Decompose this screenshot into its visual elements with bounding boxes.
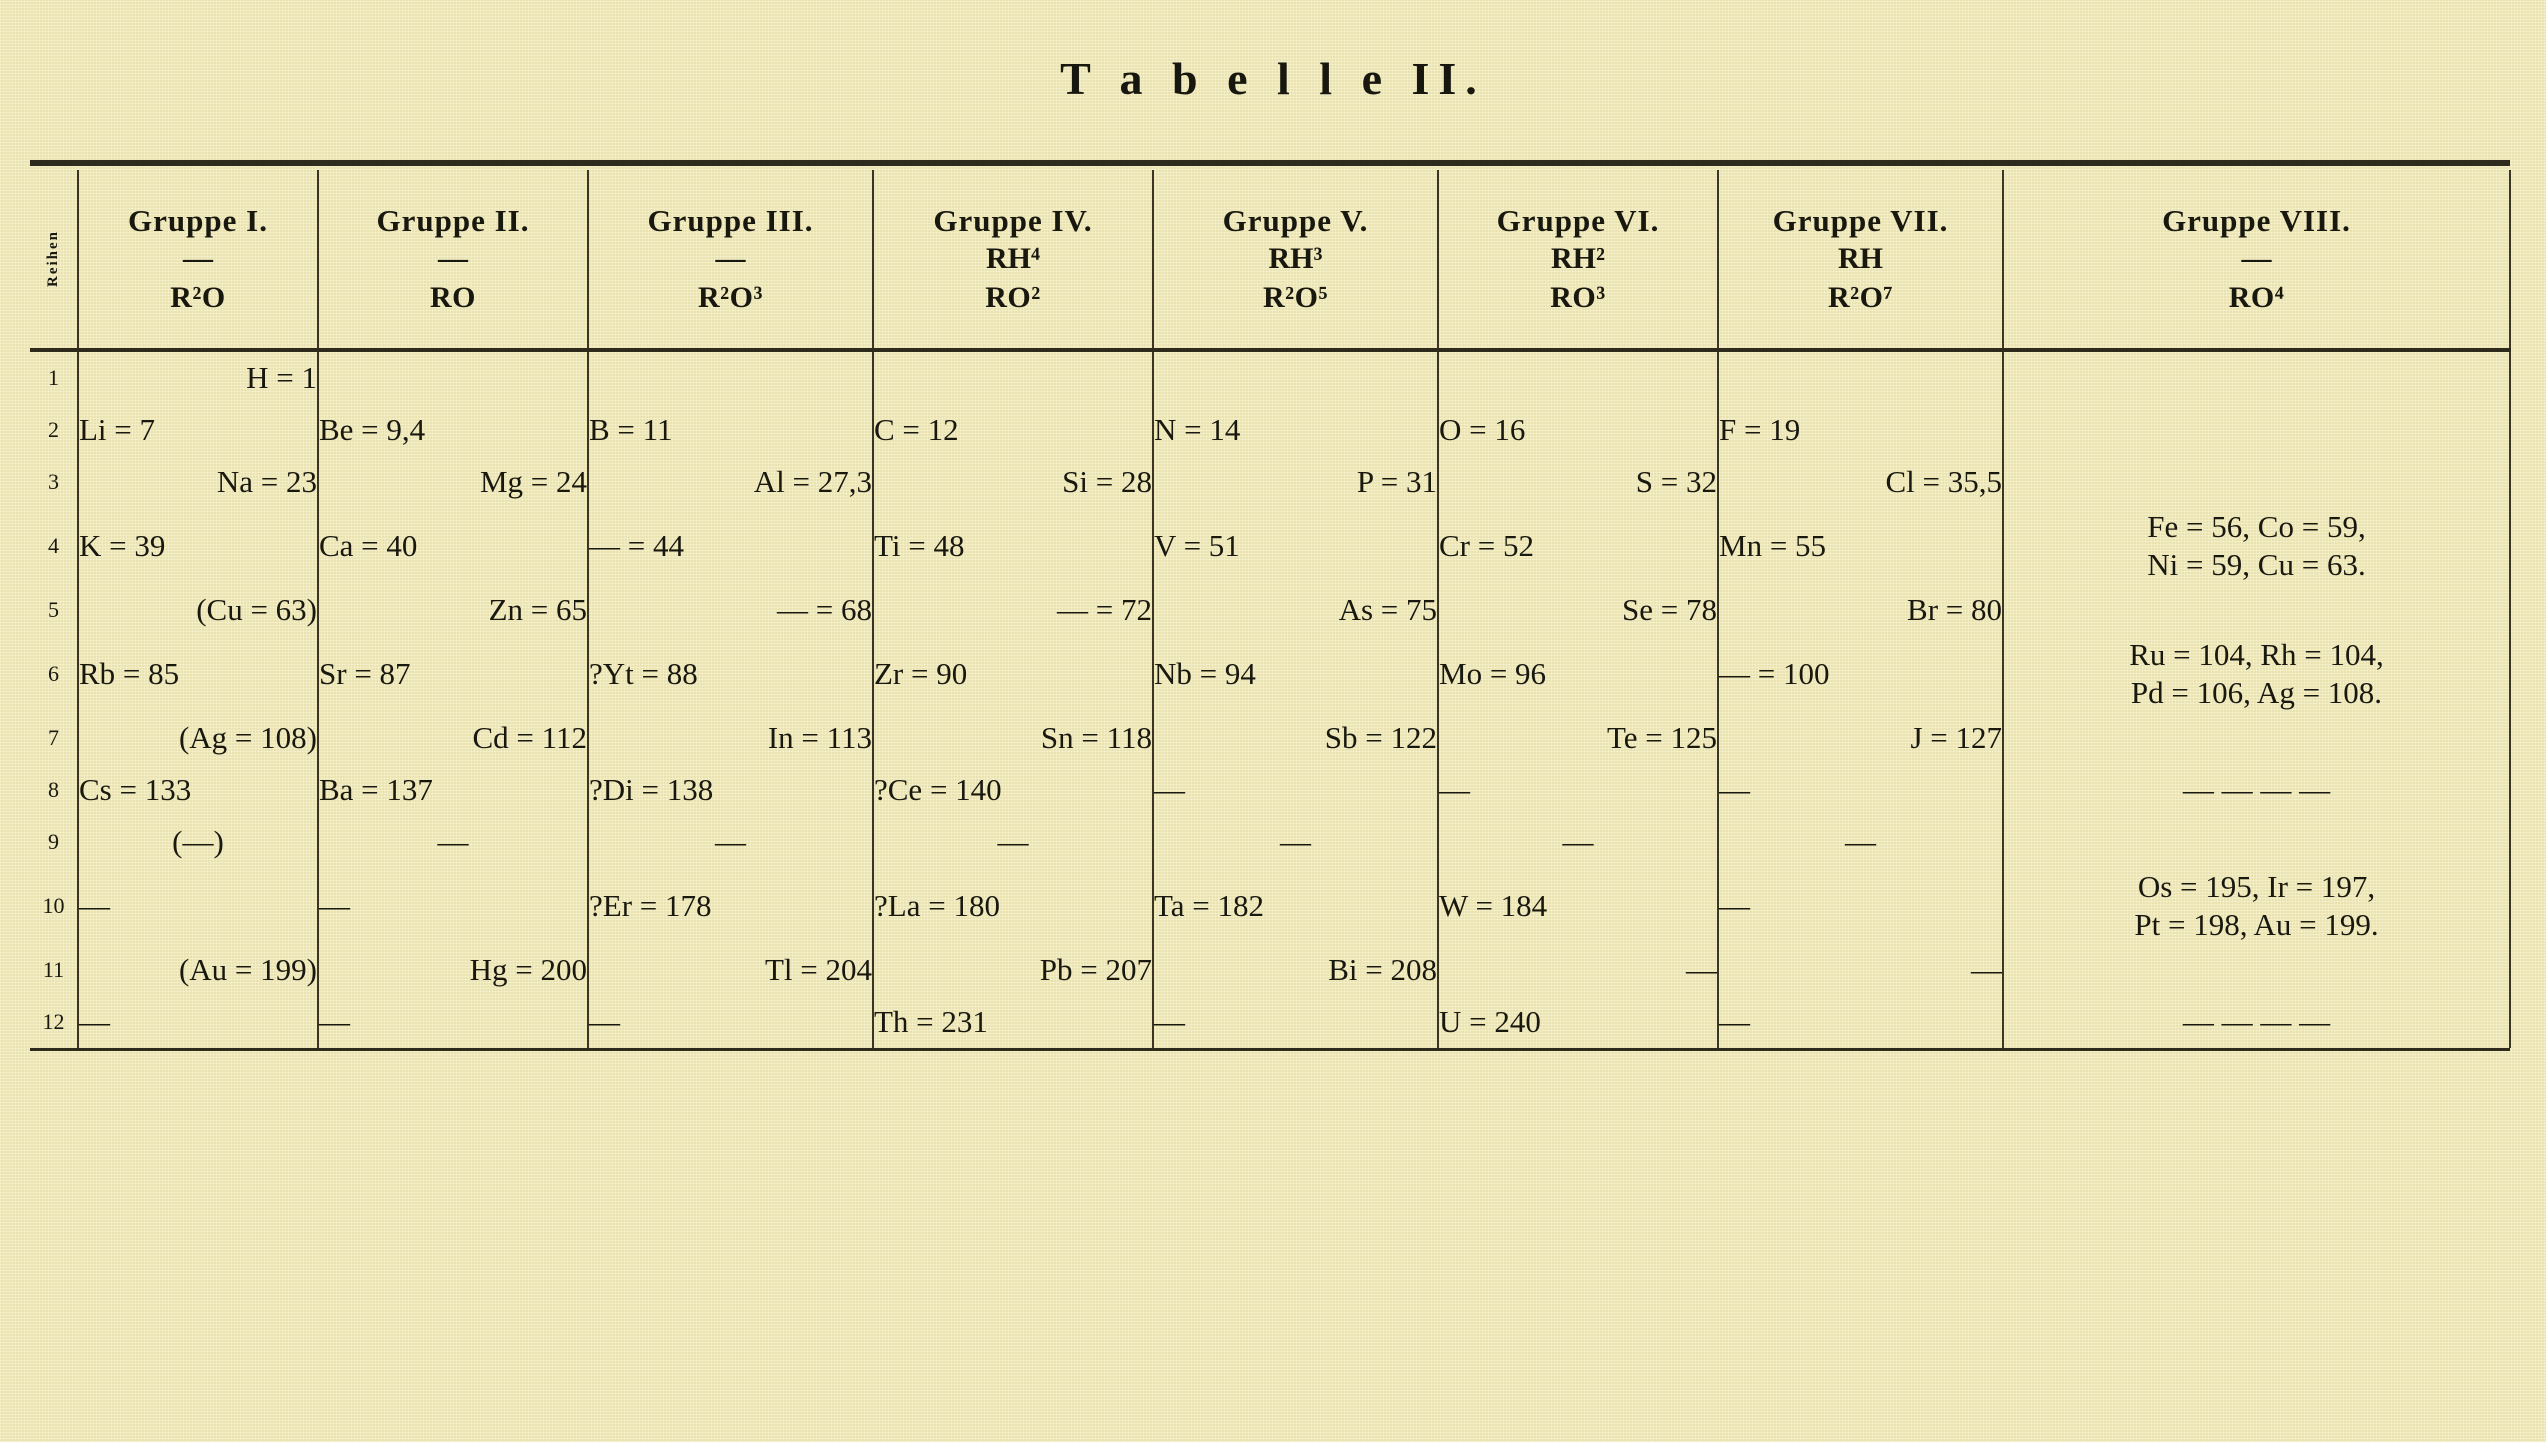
cell-group-3: Tl = 204 <box>588 944 873 996</box>
table-body <box>30 350 2510 1048</box>
table-row <box>30 456 2510 508</box>
group-oxide-4: RO² <box>985 280 1041 314</box>
cell-group-1: — <box>78 868 318 944</box>
group-header-8 <box>2003 170 2510 350</box>
table-top-rule <box>30 160 2510 166</box>
cell-group-7: — <box>1718 816 2003 868</box>
group-header-7 <box>1718 170 2003 350</box>
cell-group-8: — — — — <box>2003 996 2510 1048</box>
cell-group-7: Cl = 35,5 <box>1718 456 2003 508</box>
table-row <box>30 764 2510 816</box>
cell-line: Ni = 59, Cu = 63. <box>2147 547 2366 582</box>
cell-group-5: — <box>1153 996 1438 1048</box>
cell-group-3: B = 11 <box>588 404 873 456</box>
cell-group-3: Al = 27,3 <box>588 456 873 508</box>
group-hydride-1: — <box>183 241 213 275</box>
cell-group-6: W = 184 <box>1438 868 1718 944</box>
group-hydride-3: — <box>715 241 746 275</box>
cell-group-7: Br = 80 <box>1718 584 2003 636</box>
table-row <box>30 508 2510 584</box>
row-number-header-label: Reihen <box>45 230 61 288</box>
cell-group-1: — <box>78 996 318 1048</box>
cell-group-3: — = 44 <box>588 508 873 584</box>
row-number: 3 <box>30 456 78 508</box>
cell-group-7: Mn = 55 <box>1718 508 2003 584</box>
cell-group-8 <box>2003 868 2510 944</box>
cell-group-7: — <box>1718 868 2003 944</box>
cell-group-4 <box>873 350 1153 404</box>
cell-group-5: — <box>1153 816 1438 868</box>
group-name-1: Gruppe I. <box>128 202 268 238</box>
group-hydride-7: RH <box>1838 241 1883 275</box>
table-row <box>30 636 2510 712</box>
cell-group-7: — <box>1718 944 2003 996</box>
cell-group-1: K = 39 <box>78 508 318 584</box>
cell-group-6: — <box>1438 816 1718 868</box>
row-number: 1 <box>30 350 78 404</box>
cell-group-1: Li = 7 <box>78 404 318 456</box>
cell-group-6: Se = 78 <box>1438 584 1718 636</box>
cell-group-8: — — — — <box>2003 764 2510 816</box>
cell-group-6: U = 240 <box>1438 996 1718 1048</box>
cell-group-4: Si = 28 <box>873 456 1153 508</box>
table-row <box>30 996 2510 1048</box>
row-number: 8 <box>30 764 78 816</box>
cell-group-4: Ti = 48 <box>873 508 1153 584</box>
cell-group-5: Bi = 208 <box>1153 944 1438 996</box>
group-header-4 <box>873 170 1153 350</box>
cell-group-6: Mo = 96 <box>1438 636 1718 712</box>
group-header-5 <box>1153 170 1438 350</box>
group-oxide-1: R²O <box>170 280 226 314</box>
group-header-3 <box>588 170 873 350</box>
cell-group-2: — <box>318 996 588 1048</box>
cell-group-7 <box>1718 350 2003 404</box>
table-row <box>30 404 2510 456</box>
group-oxide-2: RO <box>430 280 476 314</box>
cell-group-2 <box>318 350 588 404</box>
periodic-table <box>30 170 2511 1048</box>
cell-group-6: — <box>1438 944 1718 996</box>
cell-line: Pt = 198, Au = 199. <box>2134 907 2379 942</box>
cell-group-1: (Ag = 108) <box>78 712 318 764</box>
cell-group-6 <box>1438 350 1718 404</box>
group-hydride-5: RH³ <box>1268 241 1323 275</box>
group-oxide-5: R²O⁵ <box>1263 280 1328 314</box>
page-title: T a b e l l e II. <box>1060 53 1486 104</box>
cell-group-5: N = 14 <box>1153 404 1438 456</box>
periodic-table-wrapper <box>30 170 2510 1048</box>
cell-group-4: ?Ce = 140 <box>873 764 1153 816</box>
cell-group-1: (Au = 199) <box>78 944 318 996</box>
group-oxide-6: RO³ <box>1550 280 1606 314</box>
cell-group-3: ?Er = 178 <box>588 868 873 944</box>
cell-line: Ru = 104, Rh = 104, <box>2129 637 2384 673</box>
cell-group-5: V = 51 <box>1153 508 1438 584</box>
table-bottom-rule <box>30 1048 2510 1055</box>
cell-group-6: — <box>1438 764 1718 816</box>
table-row <box>30 868 2510 944</box>
cell-group-8 <box>2003 944 2510 996</box>
cell-group-6: O = 16 <box>1438 404 1718 456</box>
group-name-2: Gruppe II. <box>376 202 530 238</box>
cell-group-1: (Cu = 63) <box>78 584 318 636</box>
cell-group-7: F = 19 <box>1718 404 2003 456</box>
cell-group-5 <box>1153 350 1438 404</box>
cell-group-5: As = 75 <box>1153 584 1438 636</box>
group-name-8: Gruppe VIII. <box>2162 202 2351 238</box>
cell-group-7: J = 127 <box>1718 712 2003 764</box>
cell-group-8 <box>2003 584 2510 636</box>
cell-group-5: P = 31 <box>1153 456 1438 508</box>
cell-group-8 <box>2003 456 2510 508</box>
cell-line: Pd = 106, Ag = 108. <box>2130 675 2383 710</box>
cell-group-5: — <box>1153 764 1438 816</box>
row-number: 11 <box>30 944 78 996</box>
cell-group-2: Hg = 200 <box>318 944 588 996</box>
cell-group-2: Ba = 137 <box>318 764 588 816</box>
cell-group-4: — <box>873 816 1153 868</box>
cell-group-1: Rb = 85 <box>78 636 318 712</box>
row-number: 12 <box>30 996 78 1048</box>
table-row <box>30 712 2510 764</box>
cell-group-2: Mg = 24 <box>318 456 588 508</box>
cell-group-3: ?Di = 138 <box>588 764 873 816</box>
table-row <box>30 584 2510 636</box>
row-number: 6 <box>30 636 78 712</box>
cell-group-1: (—) <box>78 816 318 868</box>
cell-group-6: Cr = 52 <box>1438 508 1718 584</box>
group-hydride-4: RH⁴ <box>986 241 1040 275</box>
cell-group-2: — <box>318 868 588 944</box>
cell-group-3: ?Yt = 88 <box>588 636 873 712</box>
cell-group-1: H = 1 <box>78 350 318 404</box>
cell-line: Fe = 56, Co = 59, <box>2147 509 2366 545</box>
cell-group-3: — = 68 <box>588 584 873 636</box>
cell-group-6: Te = 125 <box>1438 712 1718 764</box>
group-header-2 <box>318 170 588 350</box>
cell-group-1: Cs = 133 <box>78 764 318 816</box>
cell-group-8 <box>2003 636 2510 712</box>
table-row <box>30 350 2510 404</box>
cell-group-2: Ca = 40 <box>318 508 588 584</box>
group-oxide-8: RO⁴ <box>2228 280 2285 314</box>
cell-group-4: Zr = 90 <box>873 636 1153 712</box>
cell-group-8 <box>2003 712 2510 764</box>
cell-group-5: Sb = 122 <box>1153 712 1438 764</box>
row-number: 4 <box>30 508 78 584</box>
group-oxide-3: R²O³ <box>698 280 763 314</box>
cell-group-7: — <box>1718 996 2003 1048</box>
cell-group-3: In = 113 <box>588 712 873 764</box>
cell-group-4: Pb = 207 <box>873 944 1153 996</box>
table-row <box>30 816 2510 868</box>
cell-group-4: — = 72 <box>873 584 1153 636</box>
group-oxide-7: R²O⁷ <box>1828 280 1893 314</box>
cell-group-2: Cd = 112 <box>318 712 588 764</box>
group-name-3: Gruppe III. <box>647 202 814 238</box>
row-number: 5 <box>30 584 78 636</box>
group-name-6: Gruppe VI. <box>1496 202 1660 238</box>
row-number: 7 <box>30 712 78 764</box>
cell-line: Os = 195, Ir = 197, <box>2137 869 2376 905</box>
cell-group-1: Na = 23 <box>78 456 318 508</box>
cell-group-7: — <box>1718 764 2003 816</box>
cell-group-7: — = 100 <box>1718 636 2003 712</box>
cell-group-8 <box>2003 404 2510 456</box>
row-number: 10 <box>30 868 78 944</box>
cell-group-4: ?La = 180 <box>873 868 1153 944</box>
group-name-5: Gruppe V. <box>1222 202 1369 238</box>
cell-group-4: Th = 231 <box>873 996 1153 1048</box>
group-name-4: Gruppe IV. <box>933 202 1093 238</box>
table-header-row <box>30 170 2510 350</box>
cell-group-3 <box>588 350 873 404</box>
cell-group-2: Zn = 65 <box>318 584 588 636</box>
cell-group-5: Nb = 94 <box>1153 636 1438 712</box>
cell-group-8 <box>2003 508 2510 584</box>
cell-group-8 <box>2003 816 2510 868</box>
group-header-6 <box>1438 170 1718 350</box>
cell-group-4: C = 12 <box>873 404 1153 456</box>
table-row <box>30 944 2510 996</box>
cell-group-6: S = 32 <box>1438 456 1718 508</box>
cell-group-2: Sr = 87 <box>318 636 588 712</box>
group-hydride-6: RH² <box>1551 241 1605 275</box>
group-header-1 <box>78 170 318 350</box>
group-name-7: Gruppe VII. <box>1772 202 1949 238</box>
cell-group-2: Be = 9,4 <box>318 404 588 456</box>
row-number: 9 <box>30 816 78 868</box>
row-number-header <box>30 170 78 350</box>
cell-group-5: Ta = 182 <box>1153 868 1438 944</box>
group-hydride-2: — <box>438 241 468 275</box>
cell-group-3: — <box>588 816 873 868</box>
group-hydride-8: — <box>2241 241 2272 275</box>
cell-group-4: Sn = 118 <box>873 712 1153 764</box>
cell-group-3: — <box>588 996 873 1048</box>
cell-group-2: — <box>318 816 588 868</box>
row-number: 2 <box>30 404 78 456</box>
cell-group-8 <box>2003 350 2510 404</box>
